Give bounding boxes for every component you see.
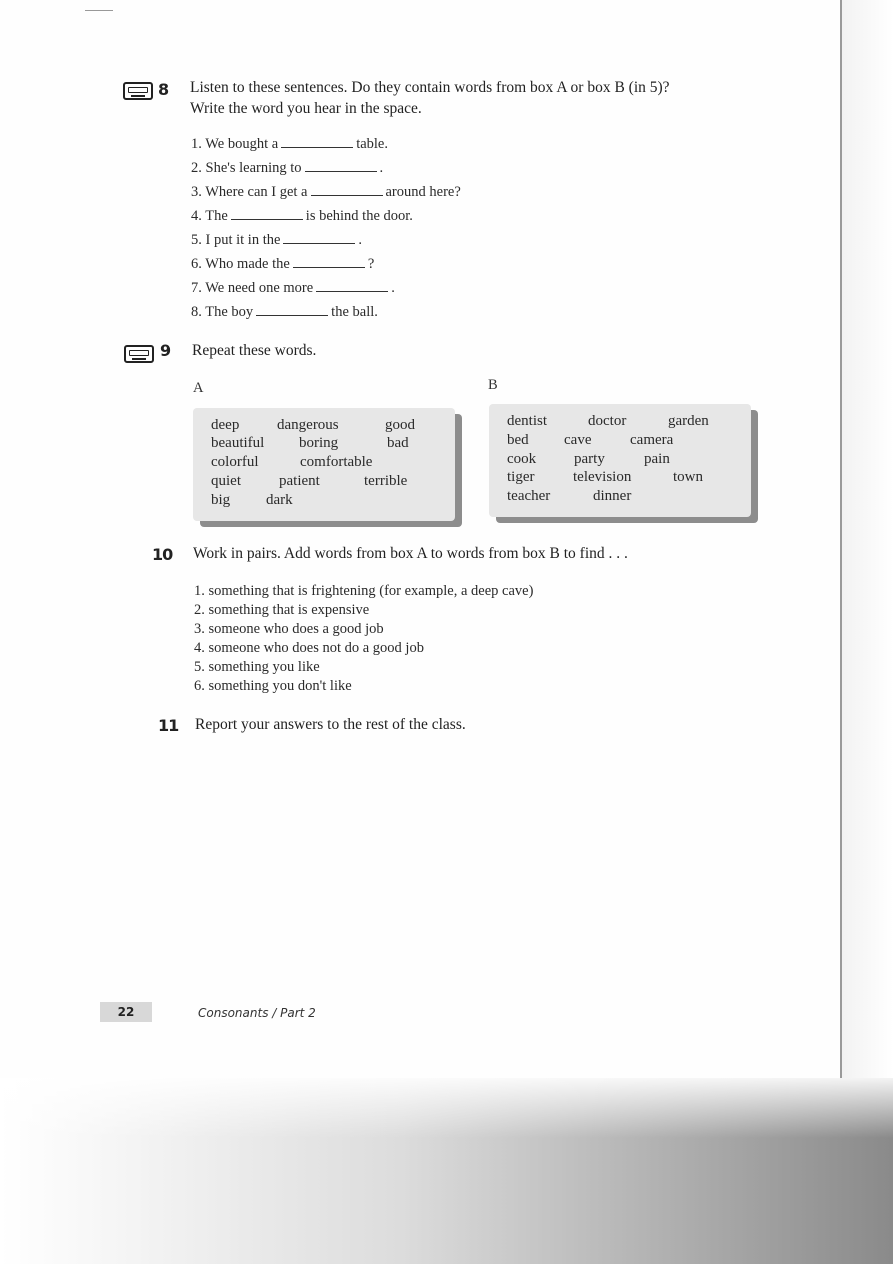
item-text: the ball. (331, 304, 378, 320)
item-number: 6. (191, 256, 202, 272)
word: dinner (593, 488, 632, 504)
word: cave (564, 432, 592, 448)
item-number: 8. (191, 304, 202, 320)
word: doctor (588, 413, 627, 429)
item-number: 6. (194, 678, 205, 694)
item-number: 4. (194, 640, 205, 656)
item-number: 4. (191, 208, 202, 224)
instruction-line: Listen to these sentences. Do they contain words from box A or box B (in 5)? (190, 79, 670, 96)
item-text: I put it in the (205, 232, 281, 248)
list-item (191, 156, 461, 180)
word: dentist (507, 413, 547, 429)
word: dark (266, 492, 293, 508)
scan-mark (85, 10, 113, 11)
answer-blank[interactable] (283, 229, 355, 244)
answer-blank[interactable] (316, 277, 388, 292)
list-item (194, 658, 533, 677)
item-number: 1. (191, 136, 202, 152)
item-text: . (379, 160, 384, 176)
item-number: 7. (191, 280, 202, 296)
item-text: something that is frightening (for example, a deep cave) (208, 583, 534, 599)
item-text: around here? (385, 184, 461, 200)
item-text: . (391, 280, 395, 296)
word: boring (299, 435, 339, 451)
word: good (385, 417, 415, 433)
item-text: something you don't like (208, 678, 352, 694)
word: party (574, 451, 605, 467)
list-item (191, 132, 461, 156)
exercise-number: 10 (152, 545, 173, 564)
list-item (194, 677, 533, 696)
item-text: something that is expensive (208, 602, 370, 618)
word: pain (644, 451, 670, 467)
item-text: table. (356, 136, 388, 152)
item-text: is behind the door. (305, 208, 413, 224)
word: patient (279, 473, 320, 489)
list-item (191, 204, 461, 228)
exercise-instruction: Report your answers to the rest of the class. (195, 716, 466, 733)
word: bed (507, 432, 529, 448)
word: dangerous (277, 417, 339, 433)
word: television (573, 469, 632, 485)
item-text: Where can I get a (205, 184, 308, 200)
answer-blank[interactable] (231, 205, 303, 220)
item-text: Who made the (205, 256, 290, 272)
instruction-line: Write the word you hear in the space. (190, 100, 422, 117)
list-item (194, 639, 533, 658)
list-item (194, 582, 533, 601)
box-b-label: B (488, 377, 498, 393)
item-number: 2. (191, 160, 202, 176)
item-text: someone who does a good job (208, 621, 384, 637)
list-item (194, 601, 533, 620)
answer-blank[interactable] (311, 181, 383, 196)
word: town (673, 469, 703, 485)
word: garden (668, 413, 709, 429)
item-text: We bought a (205, 136, 279, 152)
cassette-icon (123, 82, 153, 100)
word: comfortable (300, 454, 373, 470)
word-box-b (489, 404, 751, 517)
item-text: someone who does not do a good job (208, 640, 424, 656)
item-text: something you like (208, 659, 320, 675)
item-text: We need one more (205, 280, 314, 296)
cassette-icon (124, 345, 154, 363)
exercise-instruction: Work in pairs. Add words from box A to words from box B to find . . . (193, 545, 628, 562)
list-item (191, 276, 461, 300)
item-number: 3. (194, 621, 205, 637)
item-text: ? (367, 256, 375, 272)
item-text: The boy (205, 304, 254, 320)
item-text: . (358, 232, 363, 248)
exercise-number: 8 (158, 80, 169, 99)
answer-blank[interactable] (305, 157, 377, 172)
word-box-a (193, 408, 455, 521)
item-number: 5. (191, 232, 202, 248)
word: cook (507, 451, 537, 467)
item-text: The (205, 208, 228, 224)
word: beautiful (211, 435, 265, 451)
word: tiger (507, 469, 535, 485)
item-number: 3. (191, 184, 202, 200)
word: teacher (507, 488, 551, 504)
task-list (194, 582, 533, 696)
exercise-number: 11 (158, 716, 179, 735)
word: big (211, 492, 231, 508)
scan-shadow (0, 1078, 893, 1264)
list-item (191, 180, 461, 204)
word: quiet (211, 473, 241, 489)
box-a-label: A (193, 380, 204, 396)
exercise-number: 9 (160, 341, 171, 360)
word: camera (630, 432, 674, 448)
word: bad (387, 435, 409, 451)
sentence-list (191, 132, 461, 324)
item-number: 2. (194, 602, 205, 618)
answer-blank[interactable] (293, 253, 365, 268)
list-item (194, 620, 533, 639)
item-number: 1. (194, 583, 205, 599)
word: deep (211, 417, 240, 433)
item-text: She's learning to (205, 160, 302, 176)
answer-blank[interactable] (256, 301, 328, 316)
answer-blank[interactable] (281, 133, 353, 148)
list-item (191, 300, 461, 324)
word: colorful (211, 454, 259, 470)
item-number: 5. (194, 659, 205, 675)
list-item (191, 228, 461, 252)
word: terrible (364, 473, 408, 489)
running-footer: Consonants / Part 2 (198, 1006, 316, 1020)
scan-side-shadow (842, 0, 893, 1264)
exercise-instruction (190, 77, 670, 119)
list-item (191, 252, 461, 276)
page-number: 22 (100, 1002, 152, 1022)
exercise-instruction: Repeat these words. (192, 342, 317, 359)
